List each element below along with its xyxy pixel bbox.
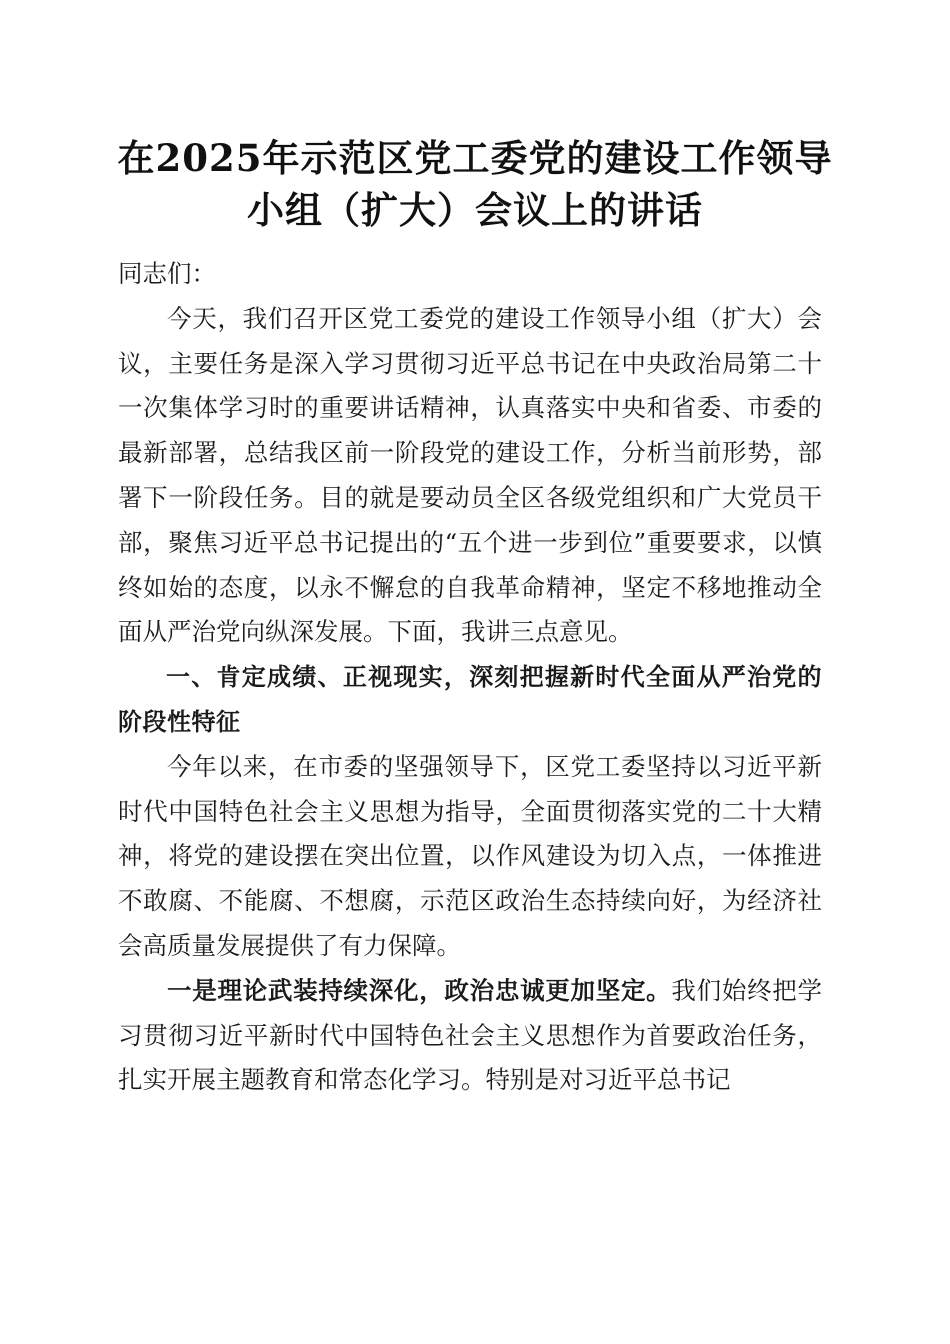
document-body xyxy=(118,252,822,1103)
section-heading-one: 一、肯定成绩、正视现实，深刻把握新时代全面从严治党的阶段性特征 xyxy=(118,663,822,736)
point-one-lead: 一是理论武装持续深化，政治忠诚更加坚定。 xyxy=(167,975,672,1005)
paragraph-point-one xyxy=(118,969,822,1103)
paragraph-intro: 今天，我们召开区党工委党的建设工作领导小组（扩大）会议，主要任务是深入学习贯彻习近平总书记在中央政治局第二十一次集体学习时的重要讲话精神，认真落实中央和省委、市委的最新部署，总结我区前一阶段党的建设工作，分析当前形势，部署下一阶段任务。目的就是要动员全区各级党组织和广大党员干部，聚焦习近平总书记提出的“五个进一步到位”重要要求，以慎终如始的态度，以永不懈怠的自我革命精神，坚定不移地推动全面从严治党向纵深发展。下面，我讲三点意见。 xyxy=(118,303,822,647)
salutation: 同志们： xyxy=(118,259,216,288)
document-title: 在2025年示范区党工委党的建设工作领导小组（扩大）会议上的讲话 xyxy=(117,136,833,232)
paragraph-achievements: 今年以来，在市委的坚强领导下，区党工委坚持以习近平新时代中国特色社会主义思想为指导，全面贯彻落实党的二十大精神，将党的建设摆在突出位置，以作风建设为切入点，一体推进不敢腐、不能腐、不想腐，示范区政治生态持续向好，为经济社会高质量发展提供了有力保障。 xyxy=(118,751,822,960)
point-one-text: 我们始终把学习贯彻习近平新时代中国特色社会主义思想作为首要政治任务，扎实开展主题教育和常态化学习。特别是对习近平总书记 xyxy=(118,975,823,1095)
